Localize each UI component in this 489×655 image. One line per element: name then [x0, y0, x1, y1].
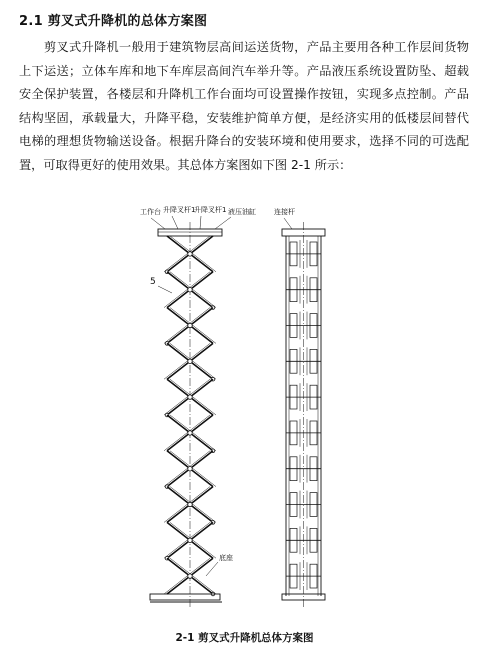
- base-shape: [150, 594, 220, 600]
- scissor-arm-edge: [170, 415, 216, 451]
- scissor-arm-edge: [170, 451, 216, 487]
- scissor-arm-edge: [164, 522, 210, 558]
- scissor-arm-edge: [164, 451, 210, 487]
- scissor-arm-edge: [164, 236, 210, 272]
- scissor-arm-edge: [170, 308, 216, 344]
- pivot-pin: [188, 467, 192, 471]
- scissor-arm-edge: [170, 272, 216, 308]
- scissor-arm-edge: [170, 379, 216, 415]
- scissor-arm-edge: [170, 343, 216, 379]
- scissor-arm-edge: [170, 236, 216, 272]
- scissor-arm-edge: [164, 343, 210, 379]
- scissor-lift-drawing: [0, 196, 489, 616]
- label-base: 底座: [219, 554, 233, 562]
- label-arm-1: 升降叉杆1: [163, 206, 196, 214]
- label-cylinder: 液压油缸: [228, 208, 256, 216]
- scissor-arm-edge: [170, 558, 216, 594]
- section-heading: 2.1 剪叉式升降机的总体方案图: [19, 14, 208, 29]
- pivot-pin: [188, 431, 192, 435]
- label-guardrail: 连接杆: [274, 208, 295, 216]
- scissor-arm-edge: [164, 415, 210, 451]
- pivot-pin: [188, 574, 192, 578]
- scissor-arm-edge: [164, 272, 210, 308]
- scissor-arm-edge: [164, 379, 210, 415]
- pivot-pin: [188, 538, 192, 542]
- pivot-pin: [188, 252, 192, 256]
- pivot-pin: [188, 395, 192, 399]
- scissor-arm-edge: [164, 308, 210, 344]
- pivot-pin: [188, 359, 192, 363]
- label-arm-2: 升降叉杆1: [194, 206, 227, 214]
- pivot-pin: [188, 502, 192, 506]
- pivot-pin: [188, 288, 192, 292]
- scissor-arm-edge: [164, 558, 210, 594]
- side-elevation-view: [150, 216, 231, 608]
- scissor-lift-figure: [0, 196, 489, 616]
- front-elevation-view: [282, 218, 325, 608]
- label-platform: 工作台: [140, 208, 161, 216]
- label-callout: 5: [150, 277, 156, 287]
- scissor-arms: [164, 236, 216, 596]
- scissor-arm-edge: [164, 487, 210, 523]
- section-paragraph: 剪叉式升降机一般用于建筑物层高间运送货物，产品主要用各种工作层间货物上下运送；立体车库和地下车库层高间汽车举升等。产品液压系统设置防坠、超载安全保护装置，各楼层和升降机工作台面均可设置操作按钮，实现多点控制。产品结构坚固，承载量大，升降平稳，安装维护简单方便，是经济实用的低楼层间替代电梯的理想货物输送设备。根据升降台的安装环境和使用要求，选择不同的可选配置，可取得更好的使用效果。其总体方案图如下图 2-1 所示：: [19, 40, 469, 172]
- pivot-pin: [188, 323, 192, 327]
- figure-caption: 2-1 剪叉式升降机总体方案图: [175, 632, 314, 644]
- scissor-arm-edge: [170, 522, 216, 558]
- scissor-arm-edge: [170, 487, 216, 523]
